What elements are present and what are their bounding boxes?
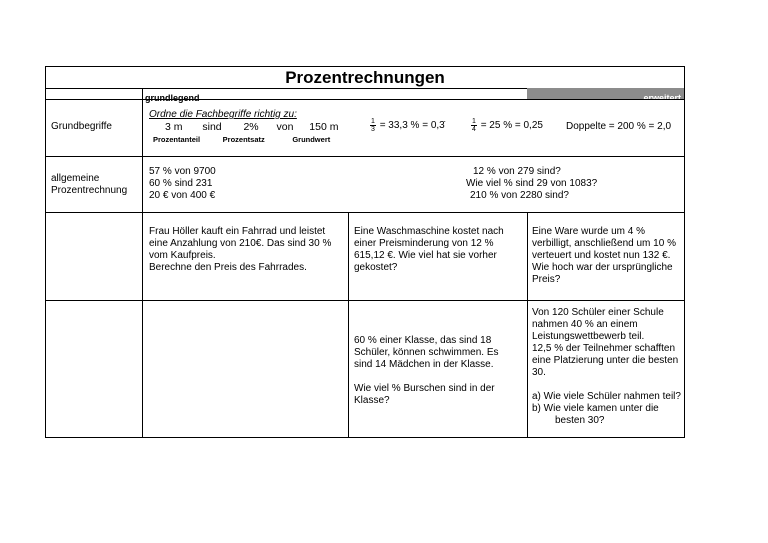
concept-base: Grundwert	[292, 135, 331, 144]
general-extended-tasks	[466, 166, 597, 202]
level-extended-bar	[527, 88, 684, 103]
task-item: 210 % von 2280 sind?	[470, 190, 569, 201]
task-item: 20 € von 400 €	[149, 190, 216, 201]
divider	[46, 212, 684, 213]
worksheet-table	[45, 66, 685, 438]
term-word: sind	[202, 121, 222, 133]
task-item: 57 % von 9700	[149, 166, 216, 177]
class-problem: 60 % einer Klasse, das sind 18 Schüler, können schwimmen. Es sind 14 Mädchen in der Klasse. Wie viel % Burschen sind in der Klasse?	[354, 335, 499, 406]
term-word: von	[276, 121, 294, 133]
concept-rate: Prozentsatz	[222, 135, 265, 144]
concept-portion: Prozentanteil	[153, 135, 201, 144]
fraction-glyph: $\frac{1}{4}$	[472, 118, 476, 133]
term-value: 3 m	[165, 121, 183, 133]
divider	[46, 300, 684, 301]
column-divider	[348, 212, 349, 437]
task-item: 12 % von 279 sind?	[473, 166, 561, 177]
term-percent: 2%	[243, 121, 259, 133]
fraction-glyph: $\frac{1}{3}$	[371, 118, 375, 133]
page-title: Prozentrechnungen	[285, 68, 445, 87]
double-value: Doppelte = 200 % = 2,0	[566, 121, 672, 132]
fraction-one-third: $\frac{1}{3}$ = 33,3 % = 0,3̇	[371, 118, 445, 133]
row-label-basics: Grundbegriffe	[51, 121, 112, 132]
row-label-general: allgemeine Prozentrechnung	[51, 173, 128, 196]
divider	[46, 156, 684, 157]
column-divider	[142, 88, 143, 437]
fraction-one-quarter: $\frac{1}{4}$ = 25 % = 0,25	[472, 118, 543, 133]
level-basic-label: grundlegend	[145, 93, 200, 103]
washing-machine-problem: Eine Waschmaschine kostet nach einer Preisminderung von 12 % 615,12 €. Wie viel hat sie vorher gekostet?	[354, 226, 504, 273]
bike-problem: Frau Höller kauft ein Fahrrad und leistet eine Anzahlung von 210€. Das sind 30 % vom Kaufpreis. Berechne den Preis des Fahrrades.	[149, 226, 332, 273]
column-divider	[527, 212, 528, 437]
task-heading-text: Ordne die Fachbegriffe richtig zu:	[149, 109, 297, 120]
term-base: 150 m	[309, 121, 339, 133]
task-item: Wie viel % sind 29 von 1083?	[466, 178, 598, 189]
level-extended-label: erweitert	[643, 93, 681, 103]
discount-problem: Eine Ware wurde um 4 % verbilligt, anschließend um 10 % verteuert und kostet nun 132 €. Wie hoch war der ursprüngliche Preis?	[532, 226, 676, 285]
general-basic-tasks	[149, 166, 216, 202]
task-item: 60 % sind 231	[149, 178, 213, 189]
terms-line	[165, 121, 345, 133]
competition-problem: Von 120 Schüler einer Schule nahmen 40 % an einem Leistungswettbewerb teil. 12,5 % der Teilnehmer schafften eine Platzierung unter die besten 30. a) Wie viele Schüler nahmen teil? b) Wie viele kamen unter die besten 30?	[532, 307, 681, 426]
level-basic-bar	[143, 88, 527, 103]
task-heading	[149, 109, 297, 121]
concepts-line	[153, 134, 353, 146]
